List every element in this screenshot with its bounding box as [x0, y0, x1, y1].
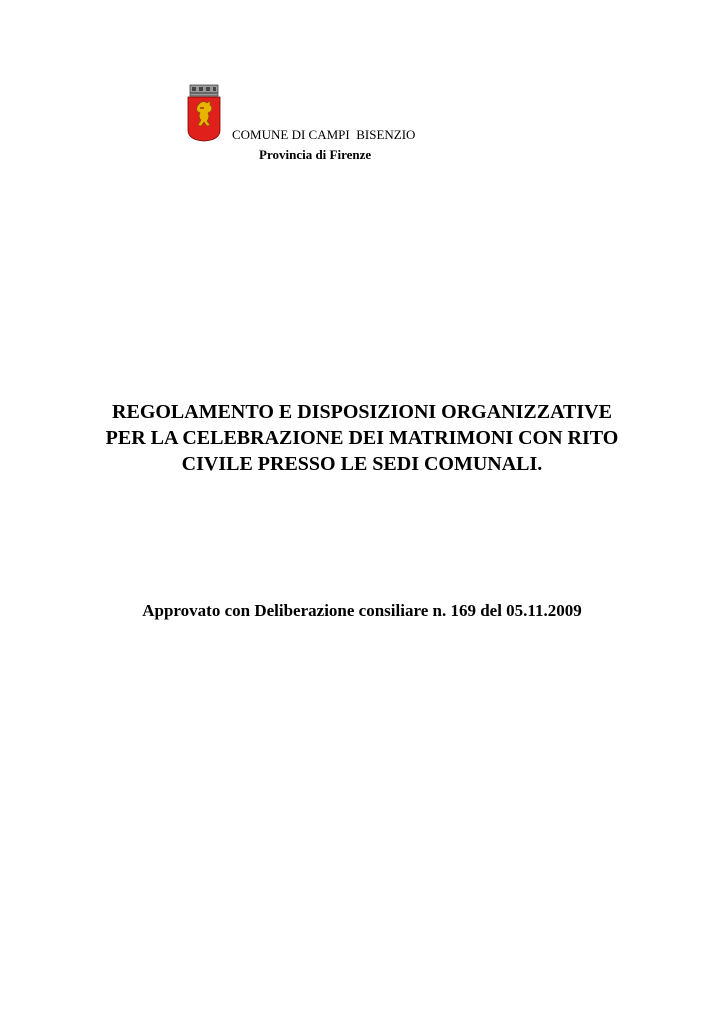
approval-note: Approvato con Deliberazione consiliare n. 169 del 05.11.2009: [142, 601, 582, 620]
municipality-name: COMUNE DI CAMPI BISENZIO: [232, 127, 416, 142]
title-line: PER LA CELEBRAZIONE DEI MATRIMONI CON RITO: [105, 427, 619, 449]
title-line: REGOLAMENTO E DISPOSIZIONI ORGANIZZATIVE: [112, 401, 612, 423]
title-line: CIVILE PRESSO LE SEDI COMUNALI.: [181, 453, 543, 475]
document-title: [60, 399, 664, 477]
municipal-crest-icon: [186, 84, 222, 142]
province-name: Provincia di Firenze: [259, 147, 372, 162]
